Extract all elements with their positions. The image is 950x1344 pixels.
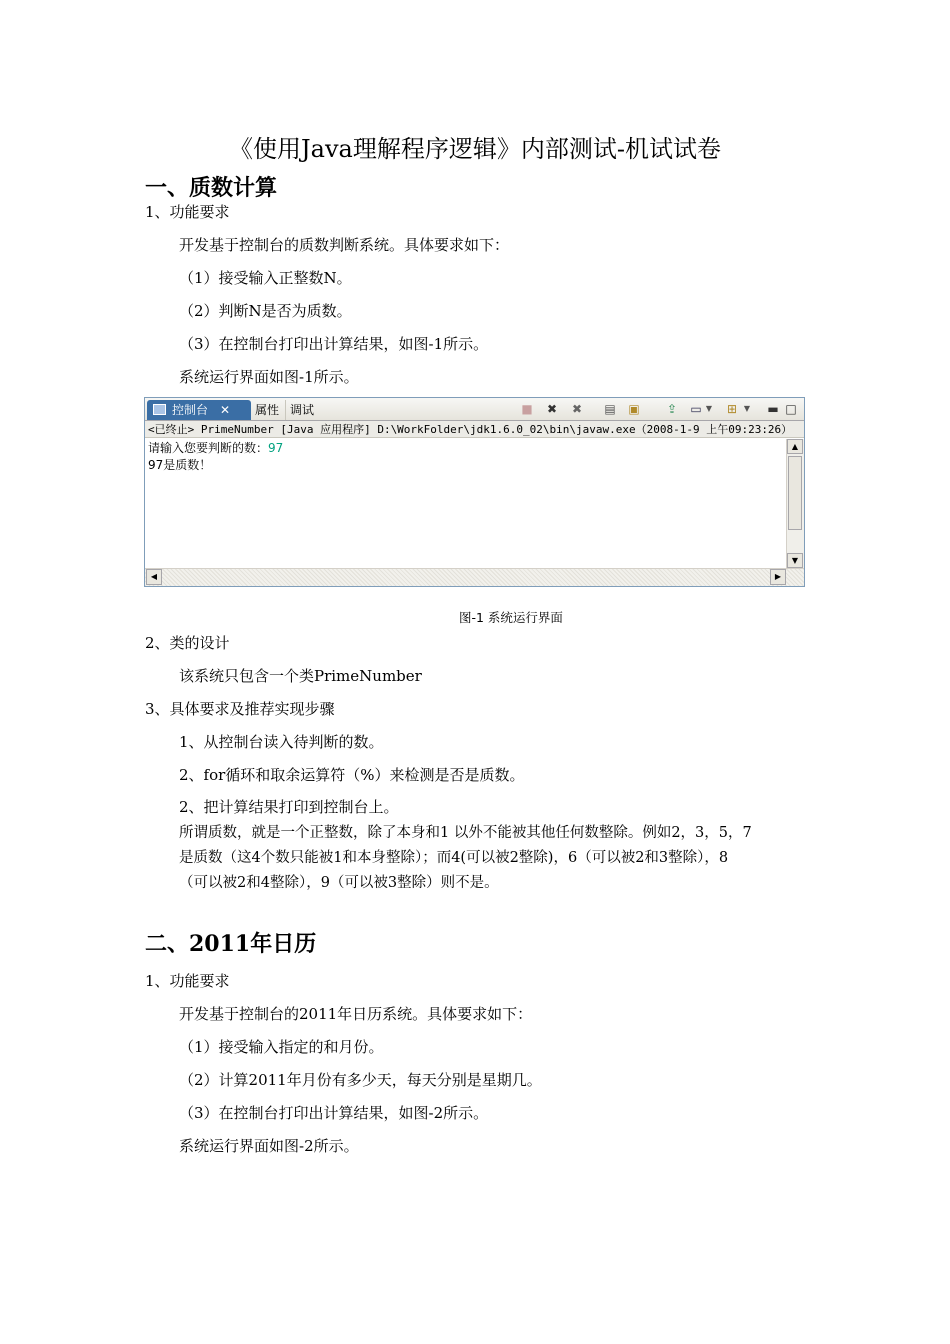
figure1-caption: 图-1 系统运行界面 <box>459 610 563 625</box>
section1-item-3: （3）在控制台打印出计算结果，如图-1所示。 <box>179 335 489 353</box>
tab-console[interactable] <box>147 400 251 420</box>
scrollbar-thumb[interactable] <box>788 456 802 530</box>
section1-explain-line-1: 所谓质数，就是一个正整数，除了本身和1 以外不能被其他任何数整除。例如2，3，5，7 <box>179 825 752 841</box>
remove-all-icon[interactable]: ✖ <box>571 402 583 416</box>
section1-class-desc: 该系统只包含一个类PrimeNumber <box>179 667 422 685</box>
close-icon[interactable]: ✕ <box>220 403 231 417</box>
console-prompt-text: 请输入您要判断的数： <box>148 441 269 455</box>
section1-explain-line-3: （可以被2和4整除），9（可以被3整除）则不是。 <box>179 875 499 891</box>
scroll-up-icon[interactable]: ▲ <box>787 439 803 454</box>
tab-properties[interactable] <box>251 400 283 420</box>
section1-sub-class-design: 2、类的设计 <box>145 634 230 652</box>
chevron-down-icon[interactable]: ▼ <box>705 404 713 413</box>
section2-sub-requirements: 1、功能要求 <box>145 972 230 990</box>
section2-item-2: （2）计算2011年月份有多少天，每天分别是星期几。 <box>179 1071 542 1089</box>
section2-ui-note: 系统运行界面如图-2所示。 <box>179 1137 359 1155</box>
section2-item-3: （3）在控制台打印出计算结果，如图-2所示。 <box>179 1104 489 1122</box>
tab-debug[interactable] <box>285 400 318 420</box>
section1-ui-note: 系统运行界面如图-1所示。 <box>179 368 359 386</box>
section2-intro: 开发基于控制台的2011年日历系统。具体要求如下： <box>179 1005 533 1023</box>
scroll-left-icon[interactable]: ◀ <box>146 569 162 585</box>
console-screenshot <box>144 397 805 587</box>
section1-item-2: （2）判断N是否为质数。 <box>179 302 352 320</box>
section1-step-2: 2、for循环和取余运算符（%）来检测是否是质数。 <box>179 766 525 784</box>
vertical-scrollbar[interactable] <box>786 439 804 568</box>
tab-properties-label: 属性 <box>255 403 280 417</box>
scroll-right-icon[interactable]: ▶ <box>770 569 786 585</box>
open-console-icon[interactable]: ⊞ <box>726 402 738 416</box>
document-title: 《使用Java理解程序逻辑》内部测试-机试试卷 <box>229 135 721 163</box>
section1-step-1: 1、从控制台读入待判断的数。 <box>179 733 384 751</box>
console-user-input: 97 <box>268 441 284 455</box>
section2-heading: 二、2011年日历 <box>145 931 317 957</box>
maximize-icon[interactable]: □ <box>785 402 797 416</box>
section1-sub-requirements: 1、功能要求 <box>145 203 230 221</box>
console-line-result: 97是质数！ <box>148 458 212 472</box>
scroll-down-icon[interactable]: ▼ <box>787 553 803 568</box>
remove-launch-icon[interactable]: ✖ <box>546 402 558 416</box>
console-output[interactable] <box>148 440 283 474</box>
console-icon <box>153 404 166 415</box>
section1-heading: 一、质数计算 <box>145 175 278 201</box>
console-status-line: <已终止> PrimeNumber [Java 应用程序] D:\WorkFolder\jdk1.6.0_02\bin\javaw.exe（2008-1-9 上午09:23:26） <box>145 421 804 438</box>
section1-explain-line-2: 是质数（这4个数只能被1和本身整除）；而4(可以被2整除)，6（可以被2和3整除），8 <box>179 850 729 866</box>
horizontal-scrollbar[interactable] <box>145 568 804 586</box>
tab-debug-label: 调试 <box>290 403 315 417</box>
tab-console-label: 控制台 <box>172 403 209 417</box>
display-console-icon[interactable]: ▭ <box>690 402 702 416</box>
section2-item-1: （1）接受输入指定的和月份。 <box>179 1038 384 1056</box>
section1-step-3: 2、把计算结果打印到控制台上。 <box>179 798 399 816</box>
clear-console-icon[interactable]: ▤ <box>604 402 616 416</box>
minimize-icon[interactable]: ▬ <box>767 402 779 416</box>
console-line-prompt <box>148 440 283 457</box>
section1-item-1: （1）接受输入正整数N。 <box>179 269 352 287</box>
section1-intro: 开发基于控制台的质数判断系统。具体要求如下： <box>179 236 510 254</box>
chevron-down-icon[interactable]: ▼ <box>743 404 751 413</box>
console-tab-bar <box>145 398 804 421</box>
scroll-lock-icon[interactable]: ▣ <box>628 402 640 416</box>
section1-sub-steps: 3、具体要求及推荐实现步骤 <box>145 700 335 718</box>
pin-icon[interactable]: ⇪ <box>666 402 678 416</box>
terminate-icon[interactable]: ■ <box>521 402 533 416</box>
